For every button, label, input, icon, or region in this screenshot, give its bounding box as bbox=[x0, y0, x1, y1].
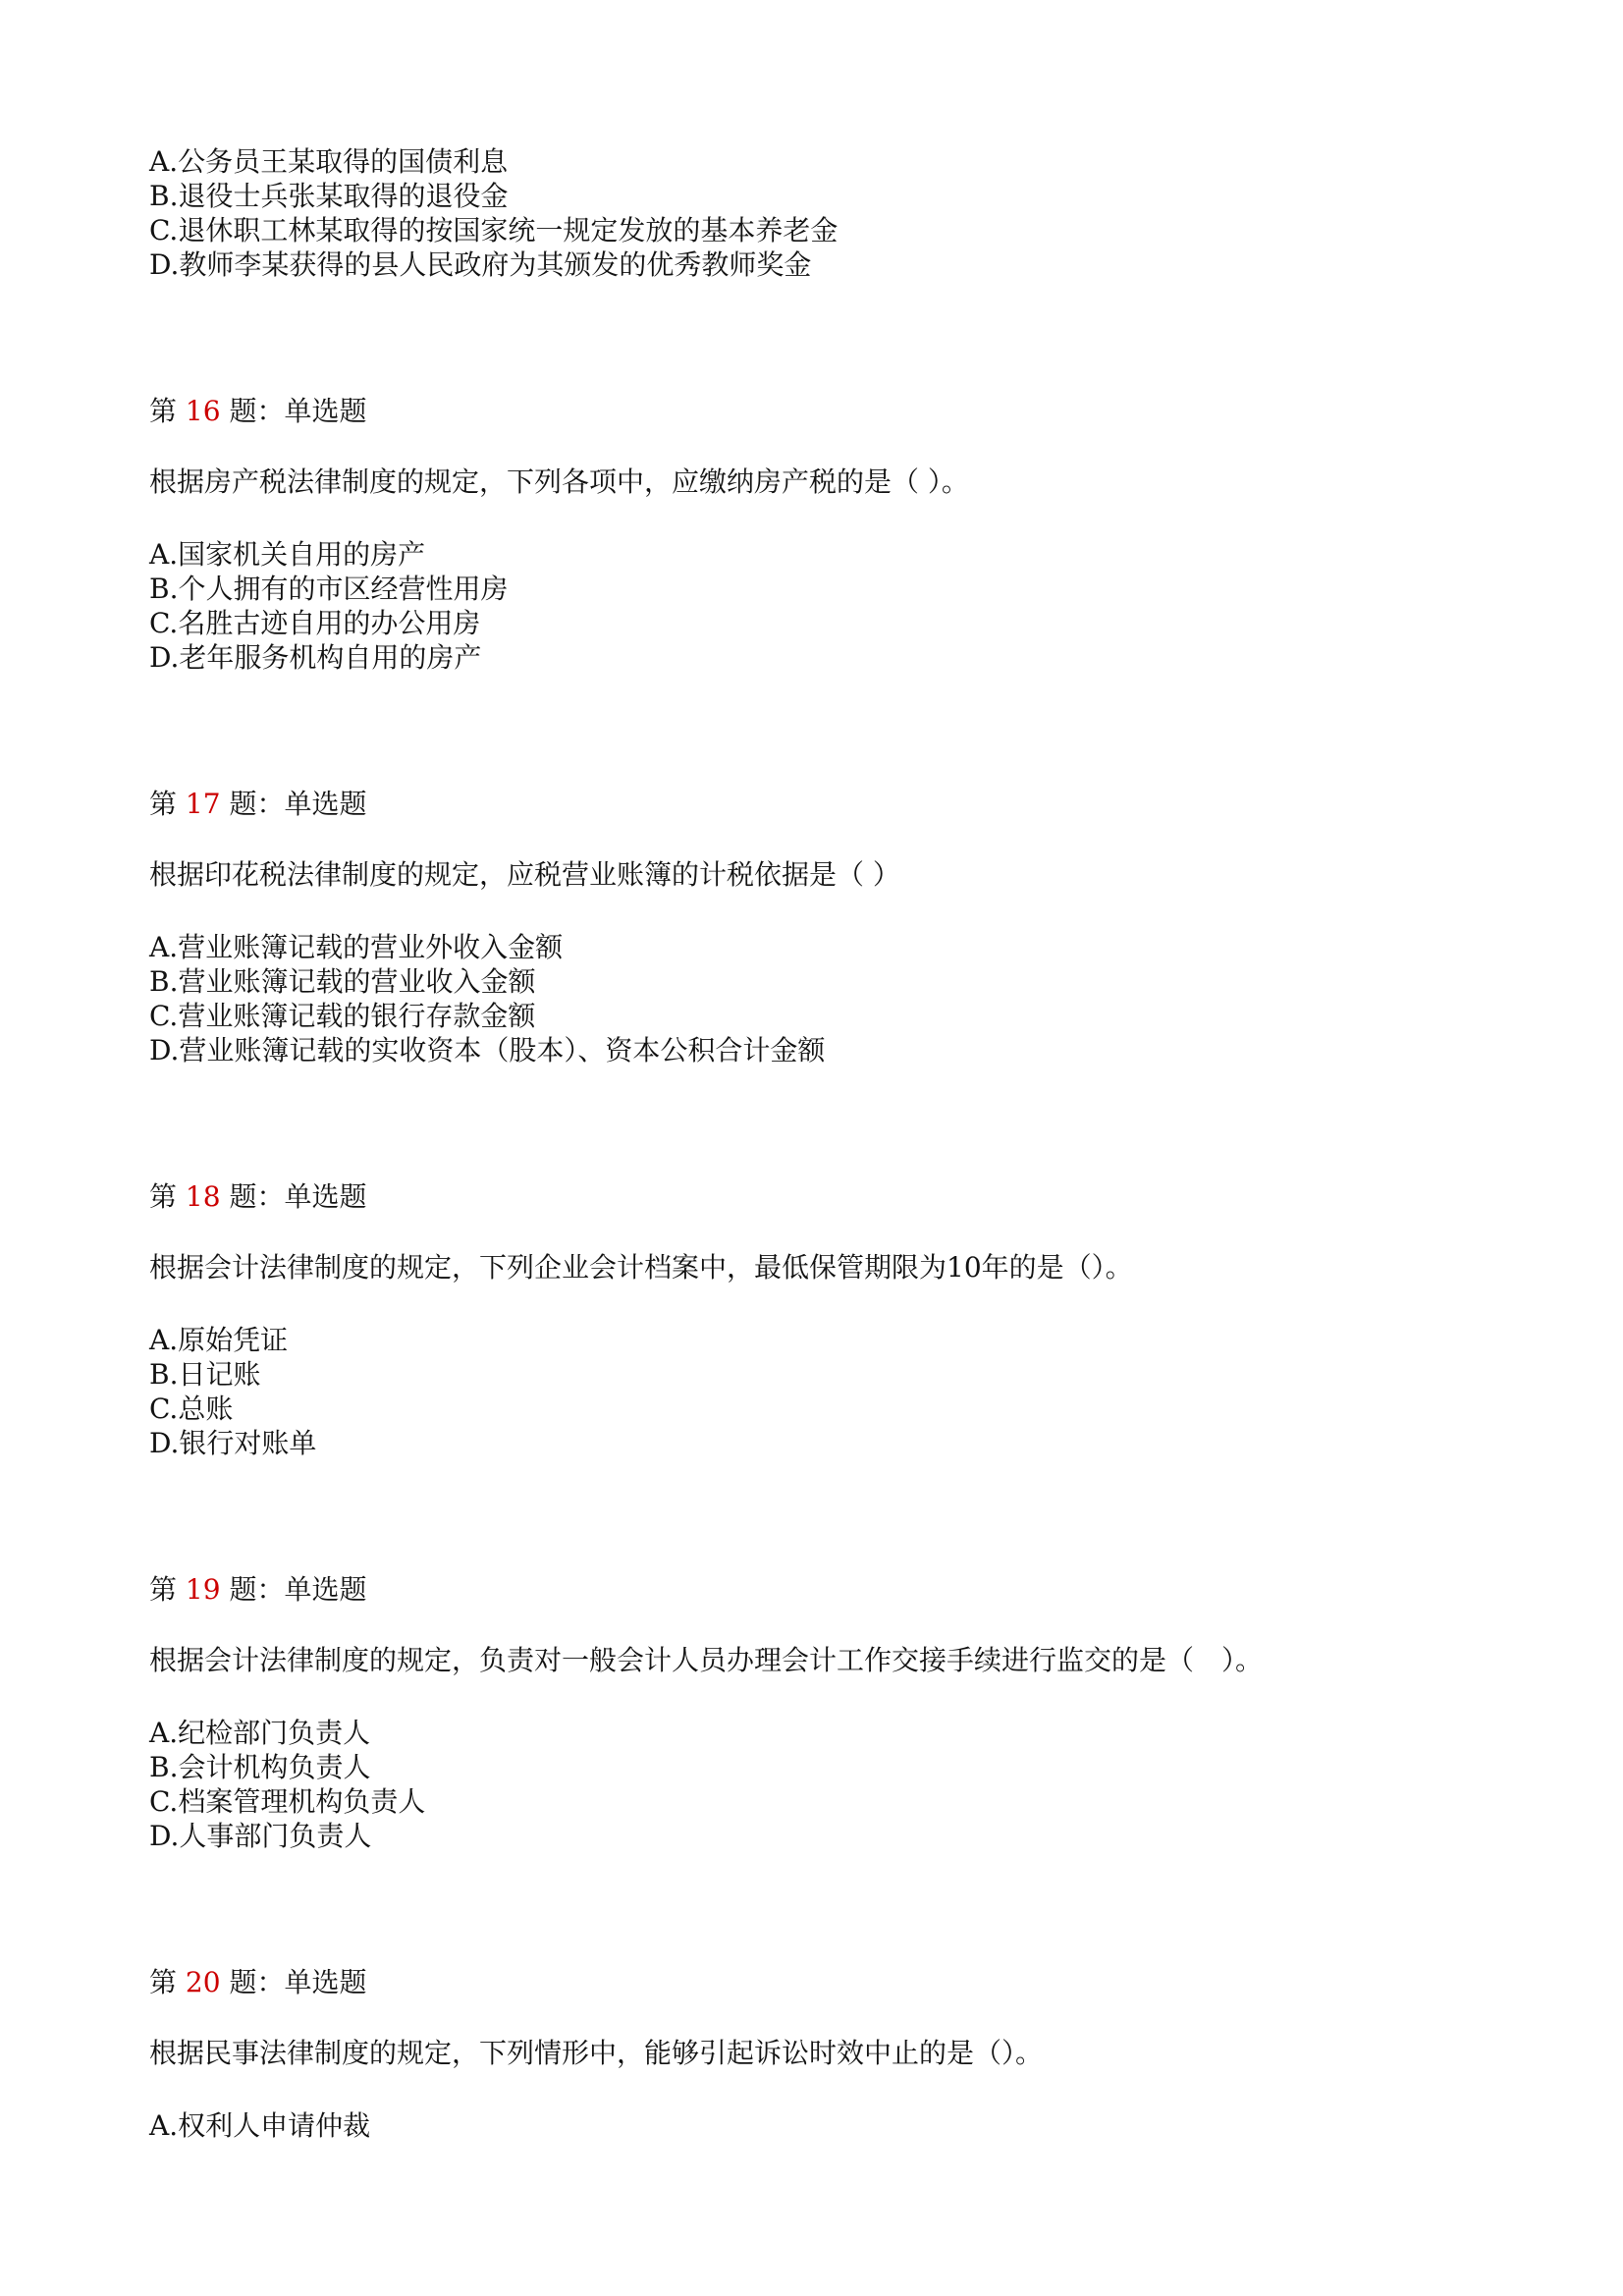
question-number: 18 bbox=[185, 1180, 221, 1213]
question-number: 20 bbox=[185, 1966, 221, 1998]
question-18-header bbox=[149, 1180, 366, 1214]
question-type: 题：单选题 bbox=[229, 1966, 367, 1998]
question-number: 17 bbox=[185, 788, 221, 820]
question-number: 19 bbox=[185, 1573, 221, 1606]
question-number: 16 bbox=[185, 395, 221, 427]
question-prefix: 第 bbox=[149, 1966, 178, 1998]
option-a: A.营业账簿记载的营业外收入金额 bbox=[149, 931, 564, 963]
option-d: D.人事部门负责人 bbox=[149, 1820, 372, 1852]
question-19-stem: 根据会计法律制度的规定，负责对一般会计人员办理会计工作交接手续进行监交的是（ ）。 bbox=[149, 1644, 1264, 1676]
question-20-header bbox=[149, 1966, 366, 1999]
question-17-stem: 根据印花税法律制度的规定，应税营业账簿的计税依据是（ ） bbox=[149, 858, 900, 891]
question-prefix: 第 bbox=[149, 395, 178, 427]
question-17-header bbox=[149, 788, 366, 821]
question-type: 题：单选题 bbox=[229, 1573, 367, 1606]
question-18-stem: 根据会计法律制度的规定，下列企业会计档案中，最低保管期限为10年的是（）。 bbox=[149, 1251, 1133, 1284]
question-type: 题：单选题 bbox=[229, 1180, 367, 1213]
question-16-stem: 根据房产税法律制度的规定，下列各项中，应缴纳房产税的是（ ）。 bbox=[149, 465, 969, 498]
option-d: D.老年服务机构自用的房产 bbox=[149, 641, 482, 674]
option-c: C.退休职工林某取得的按国家统一规定发放的基本养老金 bbox=[149, 214, 839, 246]
option-b: B.个人拥有的市区经营性用房 bbox=[149, 573, 509, 605]
question-prefix: 第 bbox=[149, 788, 178, 820]
question-16-header bbox=[149, 395, 366, 428]
question-type: 题：单选题 bbox=[229, 395, 367, 427]
question-19-header bbox=[149, 1573, 366, 1607]
option-b: B.退役士兵张某取得的退役金 bbox=[149, 180, 509, 212]
option-d: D.银行对账单 bbox=[149, 1427, 317, 1459]
question-type: 题：单选题 bbox=[229, 788, 367, 820]
option-a: A.国家机关自用的房产 bbox=[149, 538, 426, 571]
option-c: C.营业账簿记载的银行存款金额 bbox=[149, 1000, 536, 1032]
option-d: D.营业账簿记载的实收资本（股本）、资本公积合计金额 bbox=[149, 1034, 826, 1066]
option-c: C.名胜古迹自用的办公用房 bbox=[149, 607, 481, 639]
option-d: D.教师李某获得的县人民政府为其颁发的优秀教师奖金 bbox=[149, 248, 812, 281]
question-20-stem: 根据民事法律制度的规定，下列情形中，能够引起诉讼时效中止的是（）。 bbox=[149, 2037, 1044, 2069]
option-a: A.原始凭证 bbox=[149, 1324, 289, 1356]
option-a: A.公务员王某取得的国债利息 bbox=[149, 145, 509, 178]
option-b: B.营业账簿记载的营业收入金额 bbox=[149, 965, 536, 998]
option-b: B.日记账 bbox=[149, 1358, 261, 1391]
option-b: B.会计机构负责人 bbox=[149, 1751, 371, 1783]
option-a: A.权利人申请仲裁 bbox=[149, 2109, 371, 2142]
option-c: C.档案管理机构负责人 bbox=[149, 1785, 426, 1818]
option-a: A.纪检部门负责人 bbox=[149, 1717, 371, 1749]
question-prefix: 第 bbox=[149, 1573, 178, 1606]
option-c: C.总账 bbox=[149, 1393, 234, 1425]
question-prefix: 第 bbox=[149, 1180, 178, 1213]
